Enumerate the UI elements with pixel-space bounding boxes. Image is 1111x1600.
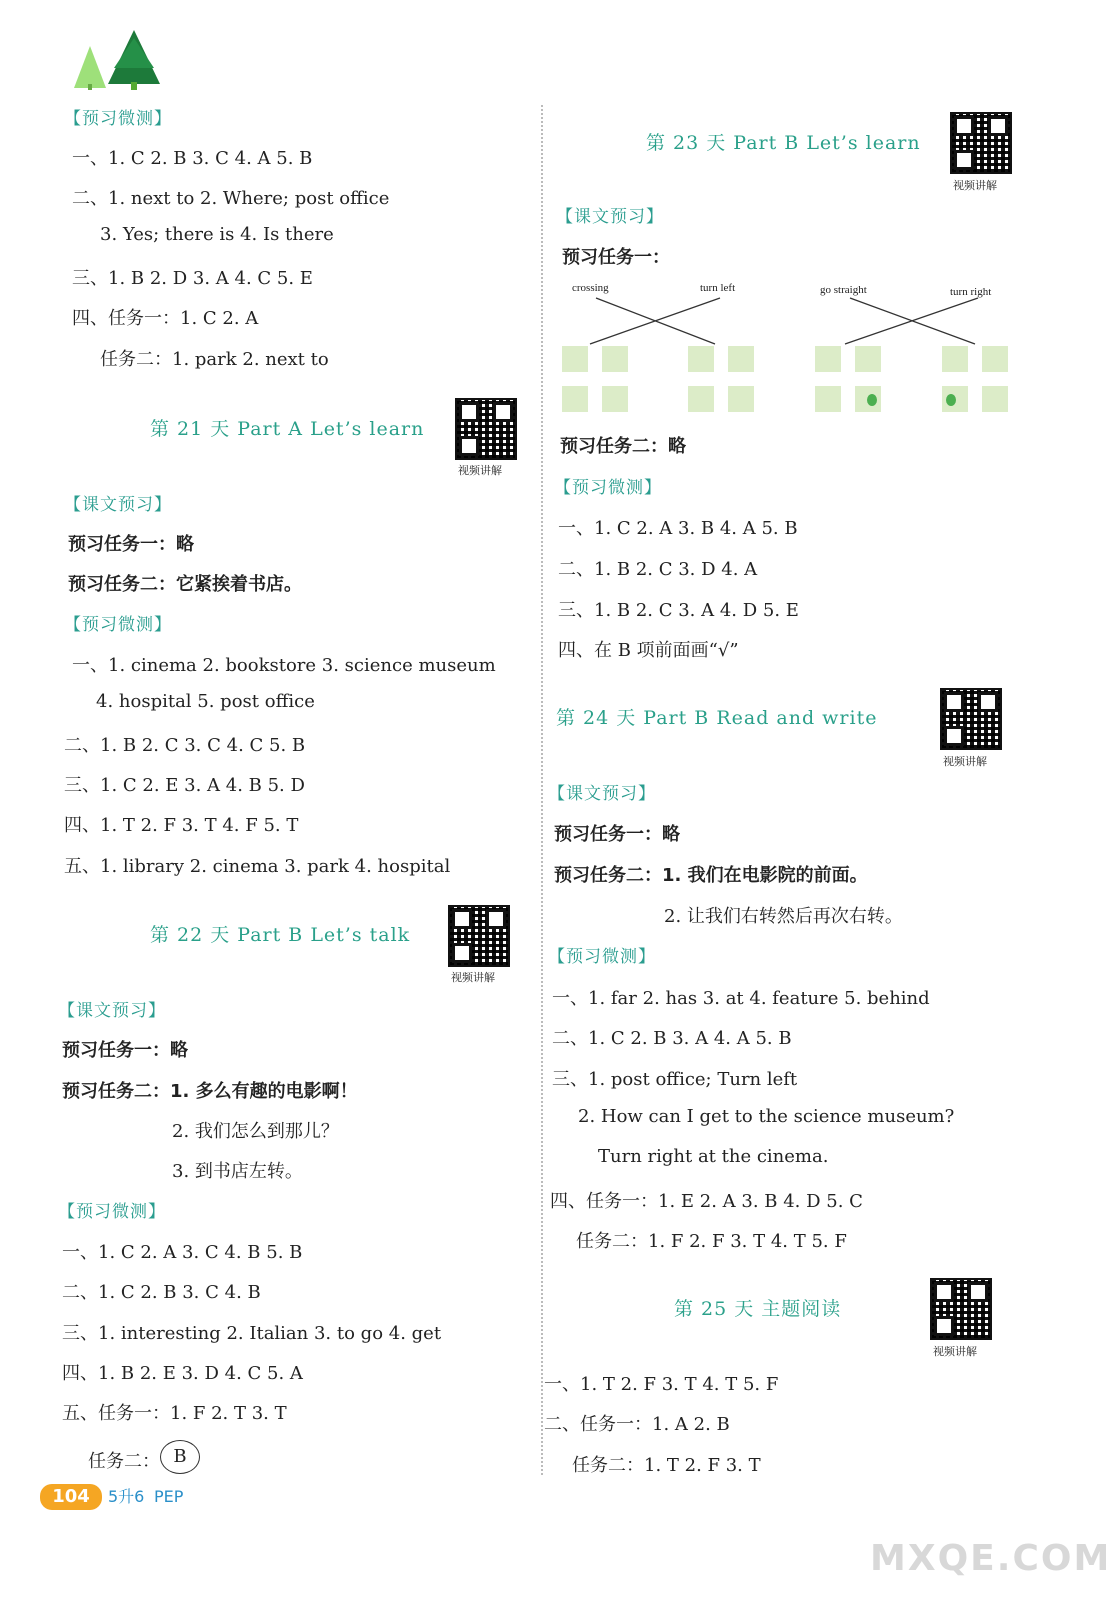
section-header: 【预习微测】 [554, 478, 662, 498]
match-lines [560, 290, 1030, 350]
answer-line: 二、1. B 2. C 3. D 4. A [558, 559, 758, 580]
match-label: turn right [950, 286, 992, 298]
answer-line: 任务二：1. park 2. next to [100, 349, 329, 370]
answer-line: 三、1. B 2. C 3. A 4. D 5. E [558, 600, 799, 621]
section-header: 【预习微测】 [64, 109, 172, 129]
section-header: 【课文预习】 [64, 495, 172, 515]
circled-answer: B [160, 1440, 200, 1474]
qr-code-icon[interactable] [940, 688, 1002, 750]
answer-line: 一、1. far 2. has 3. at 4. feature 5. behind [552, 988, 930, 1009]
map-tile [942, 346, 1008, 412]
section-header: 【预习微测】 [58, 1202, 166, 1222]
answer-line: 一、1. cinema 2. bookstore 3. science museum [72, 655, 496, 676]
day-title: 第 24 天 Part B Read and write [556, 707, 878, 729]
day-title: 第 22 天 Part B Let’s talk [150, 924, 411, 946]
qr-label: 视频讲解 [458, 464, 502, 477]
answer-line: 四、任务一：1. E 2. A 3. B 4. D 5. C [550, 1191, 863, 1212]
answer-line: Turn right at the cinema. [598, 1146, 829, 1167]
answer-line: 四、1. B 2. E 3. D 4. C 5. A [62, 1363, 303, 1384]
qr-label: 视频讲解 [943, 755, 987, 768]
answer-line: 3. Yes; there is 4. Is there [100, 224, 334, 245]
answer-line: 2. 我们怎么到那儿？ [172, 1121, 339, 1142]
answer-line: 预习任务一：略 [62, 1040, 188, 1061]
answer-line: 预习任务二：1. 我们在电影院的前面。 [554, 865, 868, 886]
day-title: 第 21 天 Part A Let’s learn [150, 418, 425, 440]
day-title: 第 25 天 主题阅读 [674, 1298, 842, 1320]
answer-line: 2. How can I get to the science museum? [578, 1106, 955, 1127]
grade-label: 5升6 [108, 1487, 145, 1506]
map-tile [562, 346, 628, 412]
map-tile [815, 346, 881, 412]
qr-label: 视频讲解 [451, 971, 495, 984]
answer-line: 二、任务一：1. A 2. B [544, 1414, 730, 1435]
section-header: 【课文预习】 [556, 207, 664, 227]
page-number: 104 [40, 1484, 102, 1510]
answer-line: 二、1. B 2. C 3. C 4. C 5. B [64, 735, 306, 756]
answer-line: 预习任务二：1. 多么有趣的电影啊！ [62, 1081, 358, 1102]
qr-code-icon[interactable] [455, 398, 517, 460]
answer-line: 二、1. C 2. B 3. A 4. A 5. B [552, 1028, 792, 1049]
qr-code-icon[interactable] [950, 112, 1012, 174]
qr-label: 视频讲解 [953, 179, 997, 192]
answer-line: 四、在 B 项前面画“√” [558, 640, 739, 661]
answer-line: 二、1. next to 2. Where; post office [72, 188, 390, 209]
answer-line: 一、1. T 2. F 3. T 4. T 5. F [544, 1374, 779, 1395]
answer-line: 三、1. B 2. D 3. A 4. C 5. E [72, 268, 313, 289]
section-header: 【预习微测】 [548, 947, 656, 967]
answer-line: 预习任务二：略 [560, 436, 686, 457]
answer-line: 二、1. C 2. B 3. C 4. B [62, 1282, 261, 1303]
edition-label: PEP [154, 1487, 184, 1506]
map-tile [688, 346, 754, 412]
answer-line: 四、任务一：1. C 2. A [72, 308, 259, 329]
qr-code-icon[interactable] [930, 1278, 992, 1340]
day-title: 第 23 天 Part B Let’s learn [646, 132, 921, 154]
answer-line: 任务二：1. F 2. F 3. T 4. T 5. F [576, 1231, 847, 1252]
watermark: MXQE.COM [870, 1538, 1111, 1579]
answer-line: 预习任务二：它紧挨着书店。 [68, 574, 302, 595]
section-header: 【课文预习】 [548, 784, 656, 804]
answer-line: 2. 让我们右转然后再次右转。 [664, 906, 903, 927]
section-header: 【预习微测】 [64, 615, 172, 635]
answer-line: 4. hospital 5. post office [96, 691, 315, 712]
answer-line: 一、1. C 2. A 3. C 4. B 5. B [62, 1242, 303, 1263]
answer-line: 3. 到书店左转。 [172, 1161, 303, 1182]
answer-line: 预习任务一：略 [68, 534, 194, 555]
answer-line: 五、1. library 2. cinema 3. park 4. hospital [64, 856, 451, 877]
answer-line: 任务二：1. T 2. F 3. T [572, 1455, 761, 1476]
answer-line: 预习任务一：略 [554, 824, 680, 845]
answer-line: 四、1. T 2. F 3. T 4. F 5. T [64, 815, 299, 836]
match-label: crossing [572, 282, 609, 294]
match-label: go straight [820, 284, 867, 296]
column-divider [541, 105, 543, 1475]
section-header: 【课文预习】 [58, 1001, 166, 1021]
answer-line: 任务二： [88, 1451, 160, 1472]
match-label: turn left [700, 282, 736, 294]
tree-icon [72, 28, 167, 90]
answer-line: 三、1. post office; Turn left [552, 1069, 798, 1090]
answer-line: 三、1. C 2. E 3. A 4. B 5. D [64, 775, 305, 796]
answer-line: 五、任务一：1. F 2. T 3. T [62, 1403, 287, 1424]
answer-line: 一、1. C 2. B 3. C 4. A 5. B [72, 148, 313, 169]
answer-line: 三、1. interesting 2. Italian 3. to go 4. get [62, 1323, 442, 1344]
qr-label: 视频讲解 [933, 1345, 977, 1358]
qr-code-icon[interactable] [448, 905, 510, 967]
answer-line: 预习任务一： [562, 247, 670, 268]
answer-line: 一、1. C 2. A 3. B 4. A 5. B [558, 518, 798, 539]
